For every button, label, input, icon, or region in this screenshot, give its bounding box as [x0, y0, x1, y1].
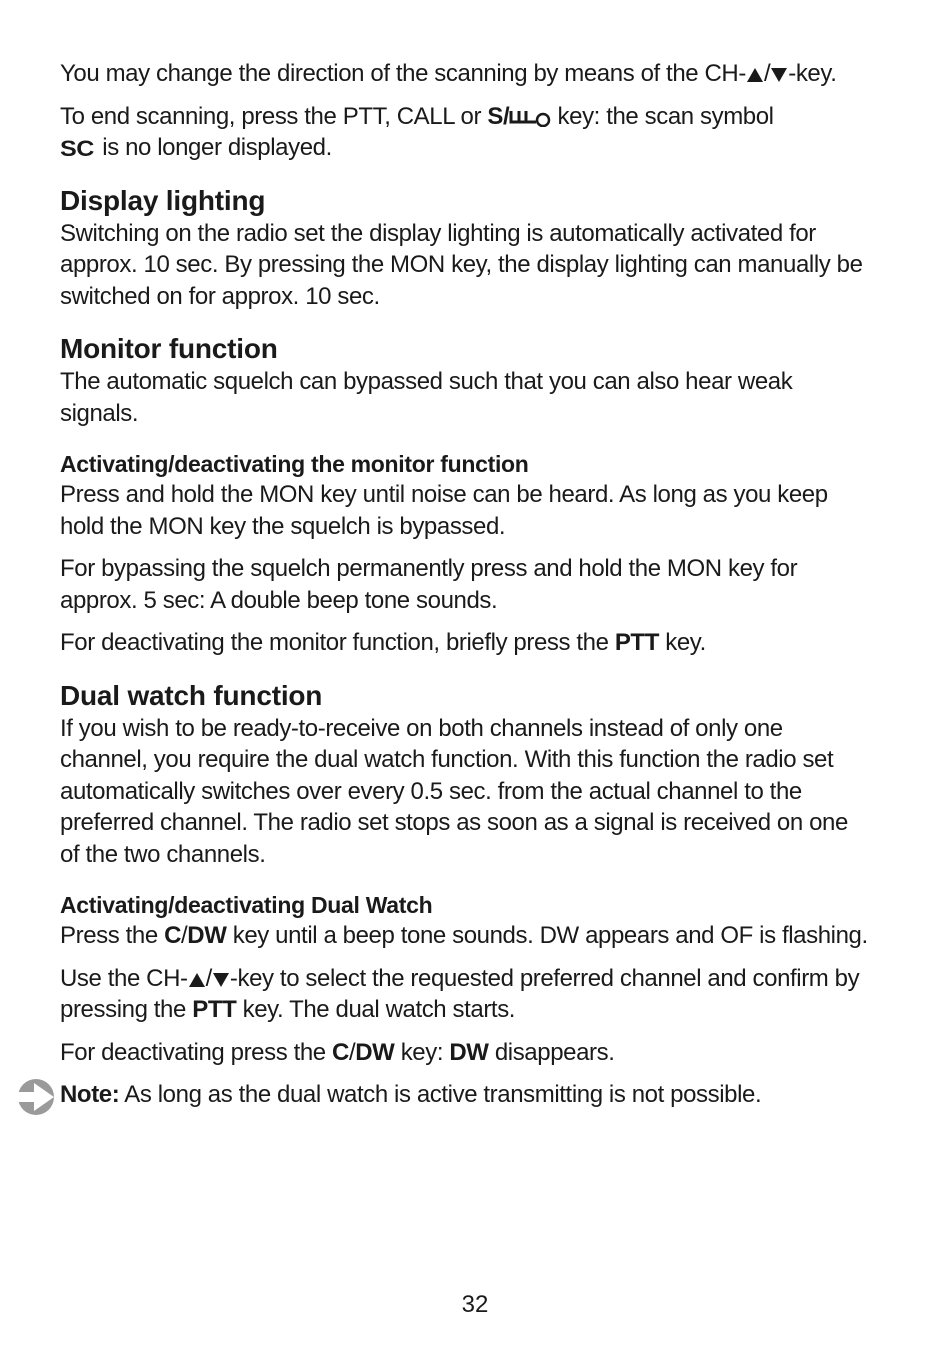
dual-watch-text-4: For deactivating press the C/DW key: DW disappears.	[60, 1038, 615, 1066]
monitor-sub-heading: Activating/deactivating the monitor function	[60, 451, 529, 477]
note-paragraph	[60, 1079, 870, 1111]
display-lighting-text: Switching on the radio set the display lighting is automatically activated for approx. 10 sec. By pressing the MON key, the display lighting can manually be switched on for approx. 10 sec.	[60, 219, 863, 310]
page-content	[60, 58, 870, 1122]
note-arrow-icon	[16, 1077, 56, 1117]
dual-watch-text: If you wish to be ready-to-receive on both channels instead of only one channel, you require the dual watch function. With this function the radio set automatically switches over every 0.5 sec. from the actual channel to the preferred channel. The radio set stops as soon as a signal is received on one of the two channels.	[60, 714, 848, 868]
monitor-function-section	[60, 332, 870, 659]
monitor-text-4: For deactivating the monitor function, briefly press the PTT key.	[60, 629, 706, 656]
down-triangle-icon	[770, 66, 788, 84]
down-triangle-icon	[212, 971, 230, 989]
svg-text:SC: SC	[60, 138, 95, 158]
intro-paragraph-2: To end scanning, press the PTT, CALL or S/ key: the scan symbol SC is no longer displayed.	[60, 102, 774, 161]
up-triangle-icon	[188, 971, 206, 989]
key-lock-icon	[509, 107, 551, 127]
s-key-label: S/	[487, 102, 510, 130]
monitor-function-text: The automatic squelch can bypassed such that you can also hear weak signals.	[60, 368, 793, 427]
dual-watch-heading: Dual watch function	[60, 679, 323, 711]
up-triangle-icon	[746, 66, 764, 84]
note-label: Note:	[60, 1081, 120, 1108]
display-lighting-section	[60, 184, 870, 313]
note-text: As long as the dual watch is active transmitting is not possible.	[119, 1081, 762, 1108]
scan-symbol-icon	[60, 138, 96, 158]
display-lighting-heading: Display lighting	[60, 184, 266, 216]
dual-watch-section	[60, 679, 870, 1111]
monitor-text-2: Press and hold the MON key until noise can be heard. As long as you keep hold the MON key the squelch is bypassed.	[60, 481, 828, 540]
dual-watch-text-3: Use the CH- / -key to select the requested preferred channel and confirm by pressing the PTT key. The dual watch starts.	[60, 964, 860, 1023]
page-number: 32	[461, 1291, 489, 1318]
dual-watch-text-2: Press the C/DW key until a beep tone sounds. DW appears and OF is flashing.	[60, 922, 868, 949]
monitor-function-heading: Monitor function	[60, 333, 278, 364]
intro-paragraph-1: You may change the direction of the scanning by means of the CH- / -key.	[60, 60, 837, 87]
monitor-text-3: For bypassing the squelch permanently press and hold the MON key for approx. 5 sec: A double beep tone sounds.	[60, 555, 798, 614]
dual-watch-sub-heading: Activating/deactivating Dual Watch	[60, 892, 433, 918]
